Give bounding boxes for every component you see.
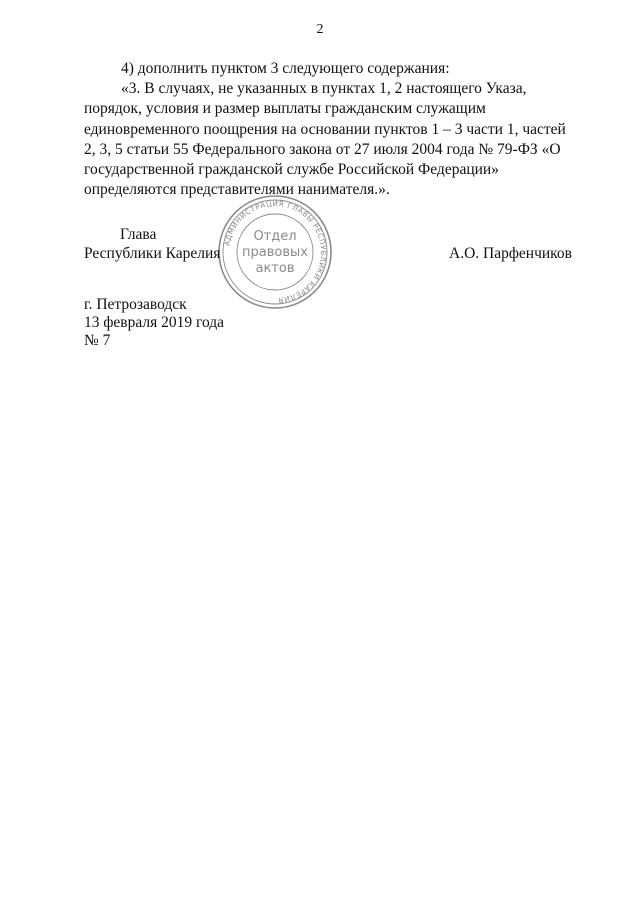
paragraph-amendment-intro: 4) дополнить пунктом 3 следующего содержания: [121,60,450,77]
svg-text:правовых: правовых [242,245,308,260]
paragraph-amendment-text: «3. В случаях, не указанных в пунктах 1, 2 настоящего Указа, порядок, условия и размер выплаты гражданским служащим единовременного поощрения на основании пунктов 1 – 3 части 1, частей 2, 3, 5 статьи 55 Федерального закона от 27 июля 2004 года № 79-ФЗ «О государственной гражданской службе Российской Федерации» определяются представителями нанимателя.». [84,80,566,199]
signature-region: Республики Карелия [84,245,221,262]
place-date-block [84,296,224,350]
svg-text:актов: актов [255,261,295,276]
signature-title: Глава [120,226,157,243]
decree-number: № 7 [84,332,111,349]
page-number: 2 [316,22,324,37]
date: 13 февраля 2019 года [84,314,225,331]
place: г. Петрозаводск [84,296,187,313]
svg-text:Отдел: Отдел [253,229,297,244]
signatory-name: А.О. Парфенчиков [449,245,572,262]
seal-stamp [216,193,334,311]
document-body [84,59,572,200]
svg-text:АДМИНИСТРАЦИЯ ГЛАВЫ РЕСПУБЛИКИ: АДМИНИСТРАЦИЯ ГЛАВЫ РЕСПУБЛИКИ КАРЕЛИЯ [222,198,329,305]
